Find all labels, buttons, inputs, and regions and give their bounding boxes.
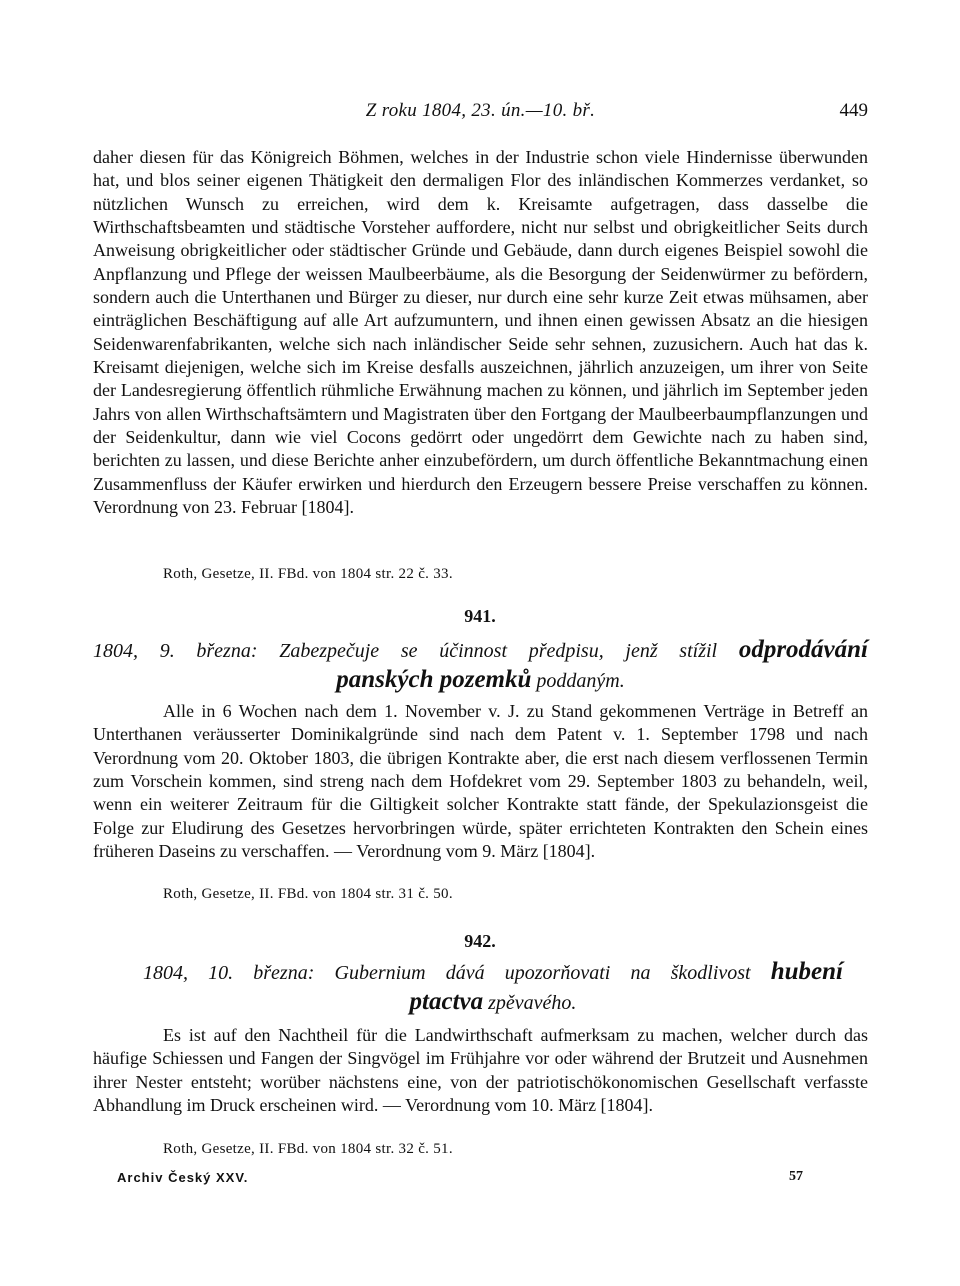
entry-body-942: Es ist auf den Nachtheil für die Landwirthschaft aufmerksam zu machen, welcher durch das häufige Schiessen und Fangen der Singvögel im Frühjahre vor oder während der Brutzeit und Ausnehmen ihrer Nester entsteht; worüber nächstens eine, von der patriotischökonomischen Gesellschaft verfasste Abhandlung im Druck erscheinen wird. — Verordnung vom 10. März [1804].: [93, 1025, 868, 1116]
footer-signature: Archiv Český XXV.: [117, 1170, 249, 1185]
entry-heading-942-line2: [143, 987, 843, 1018]
paragraph-continuation: daher diesen für das Königreich Böhmen, welches in der Industrie schon viele Hindernisse überwunden hat, und blos seiner eigenen Thätigkeit den dermaligen Flor des inländischen Kommerzes verdanket, so nützlichen Wunsch zu erreichen, wird dem k. Kreisamte aufgetragen, dass dasselbe die Wirthschaftsbeamten und städtische Vorsteher auffordere, nicht nur selbst und obrigkeitlicher Seits durch Anweisung obrigkeitlicher oder städtischer Gründe und Gebäude, dann durch eigenes Beispiel sowohl die Anpflanzung und Pflege der weissen Maulbeerbäume, als die Besorgung der Seidenwürmer zu befördern, sondern auch die Unterthanen und Bürger zu dieser, nur durch eine sehr kurze Zeit etwas mühsamen, aber einträglichen Beschäftigung auf alle Art aufzumuntern, und ihnen einen gewissen Absatz an die hiesigen Seidenwarenfabrikanten, welche sich nach inländischer Seide sehr sehnen, zuzusichern. Auch hat das k. Kreisamt diejenigen, welche sich im Kreise desfalls auszeichnen, jährlich anzuzeigen, um ihrer von Seite der Landesregierung öffentlich rühmliche Erwähnung machen zu können, und jährlich im September jeden Jahrs von allen Wirthschaftsämtern und Magistraten über den Fortgang der Maulbeerbaumpflanzungen und der Seidenkultur, dann wie viel Cocons gedörrt oder ungedörrt dem Gewichte nach zu haben sind, berichten zu lassen, und diese Berichte anher einzubefördern, um durch öffentliche Bekanntmachung einen Zusammenfluss der Käufer erwirken und hierdurch den Erzeugern bessere Preise verschaffen zu können. Verordnung von 23. Februar [1804].: [93, 147, 868, 518]
heading-941-lead: 1804, 9. března: Zabezpečuje se účinnost předpisu, jenž stížil: [93, 640, 718, 662]
heading-942-keyword-1: hubení: [770, 958, 843, 985]
entry-body-941: Alle in 6 Wochen nach dem 1. November v. J. zu Stand gekommenen Verträge in Betreff an Unterthanen veräusserter Dominikalgründe sind nach dem Patent v. 1. September 1798 und nach Verordnung vom 20. Oktober 1803, die übrigen Kontrakte aber, die erst nach diesem verflossenen Termin zum Vorschein kommen, sind streng nach dem Hofdekret vom 29. September 1803 zu behandeln, weil, wenn ein weiterer Zeitraum für die Giltigkeit solcher Kontrakte statt fände, der Spekulazionsgeist die Folge zur Eludirung des Gesetzes hervorbringen würde, später errichteten Kontrakten den Schein eines früheren Daseins zu verschaffen. — Verordnung vom 9. März [1804].: [93, 701, 868, 862]
heading-942-lead: 1804, 10. března: Gubernium dává upozorňovati na škodlivost: [143, 962, 751, 984]
entry-heading-941: [93, 636, 868, 696]
citation-p1: Roth, Gesetze, II. FBd. von 1804 str. 22 č. 33.: [163, 566, 453, 582]
entry-heading-942: [143, 958, 843, 1018]
running-head: [93, 100, 868, 126]
entry-heading-941-line1: [93, 636, 868, 665]
running-title: Z roku 1804, 23. ún.—10. bř.: [365, 100, 596, 121]
citation-941: Roth, Gesetze, II. FBd. von 1804 str. 31 č. 50.: [163, 886, 453, 902]
citation-942: Roth, Gesetze, II. FBd. von 1804 str. 32 č. 51.: [163, 1141, 453, 1157]
entry-number-942: 942.: [464, 931, 496, 951]
entry-heading-941-line2: [93, 665, 868, 696]
heading-942-tail: zpěvavého.: [488, 992, 577, 1014]
heading-942-keyword-2: ptactva: [409, 988, 484, 1015]
page-number: 449: [839, 100, 868, 121]
heading-941-keyword-2: panských pozemků: [336, 666, 532, 693]
heading-941-keyword-1: odprodávání: [738, 636, 868, 663]
entry-number-941: 941.: [464, 606, 496, 626]
heading-941-tail: poddaným.: [536, 670, 625, 692]
entry-heading-942-line1: [143, 958, 843, 987]
footer-sheet-number: 57: [789, 1169, 803, 1184]
